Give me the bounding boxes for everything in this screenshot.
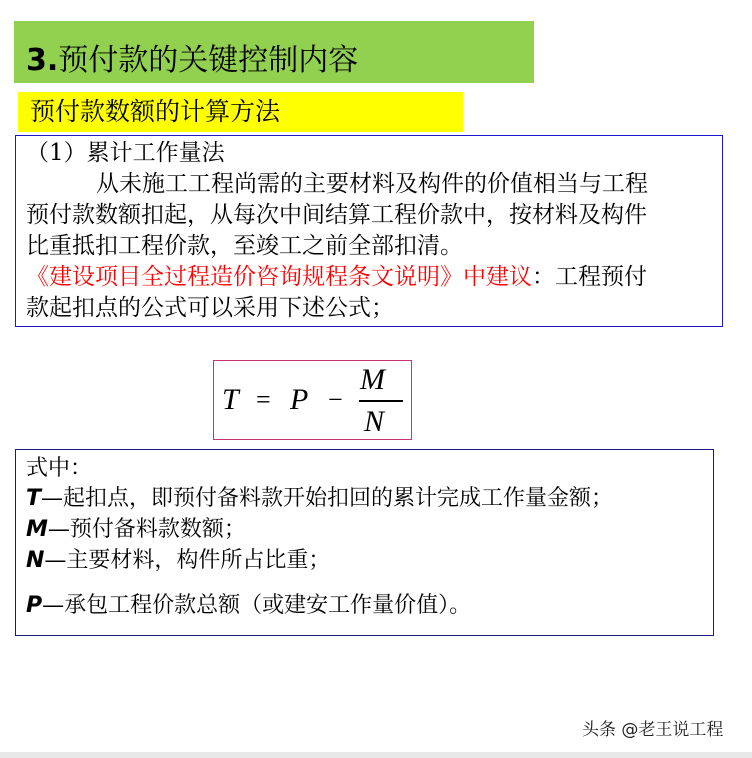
definitions-box bbox=[15, 449, 714, 636]
paragraph-line-2: 预付款数额扣起，从每次中间结算工程价款中，按材料及构件 bbox=[26, 202, 647, 228]
subtitle-text: 预付款数额的计算方法 bbox=[30, 97, 281, 126]
slide-title bbox=[26, 43, 358, 79]
title-bar bbox=[14, 21, 534, 83]
title-number: 3. bbox=[26, 43, 59, 78]
formula-minus: − bbox=[328, 385, 343, 414]
method-description-box bbox=[15, 135, 723, 327]
title-text: 预付款的关键控制内容 bbox=[58, 43, 359, 78]
definition-m: M—预付备料款数额； bbox=[26, 517, 246, 542]
formula-t: T bbox=[222, 383, 239, 416]
definition-n: N—主要材料，构件所占比重； bbox=[26, 548, 331, 573]
paragraph-line-1: 从未施工工程尚需的主要材料及构件的价值相当与工程 bbox=[96, 171, 648, 197]
formula-p: P bbox=[290, 383, 309, 416]
formula-numerator: M bbox=[360, 363, 385, 396]
definition-t: T—起扣点，即预付备料款开始扣回的累计完成工作量金额； bbox=[26, 486, 614, 511]
citation-line-2: 款起扣点的公式可以采用下述公式； bbox=[26, 295, 394, 321]
bottom-strip bbox=[0, 752, 752, 758]
subtitle-bar bbox=[18, 92, 463, 132]
watermark: 头条 @老王说工程 bbox=[582, 720, 724, 740]
formula-denominator: N bbox=[364, 405, 385, 438]
paragraph-line-3: 比重抵扣工程价款，至竣工之前全部扣清。 bbox=[26, 233, 463, 259]
citation-highlight: 《建设项目全过程造价咨询规程条文说明》中建议 bbox=[26, 264, 532, 290]
citation-line-1 bbox=[26, 262, 647, 292]
citation-rest: ：工程预付 bbox=[532, 264, 647, 290]
fraction-bar bbox=[359, 400, 403, 402]
definitions-heading: 式中： bbox=[26, 456, 93, 481]
definition-p: P—承包工程价款总额（或建安工作量价值）。 bbox=[26, 593, 472, 618]
formula-equals: = bbox=[256, 385, 271, 414]
method-heading: （1）累计工作量法 bbox=[26, 140, 225, 166]
formula-box bbox=[213, 360, 412, 440]
